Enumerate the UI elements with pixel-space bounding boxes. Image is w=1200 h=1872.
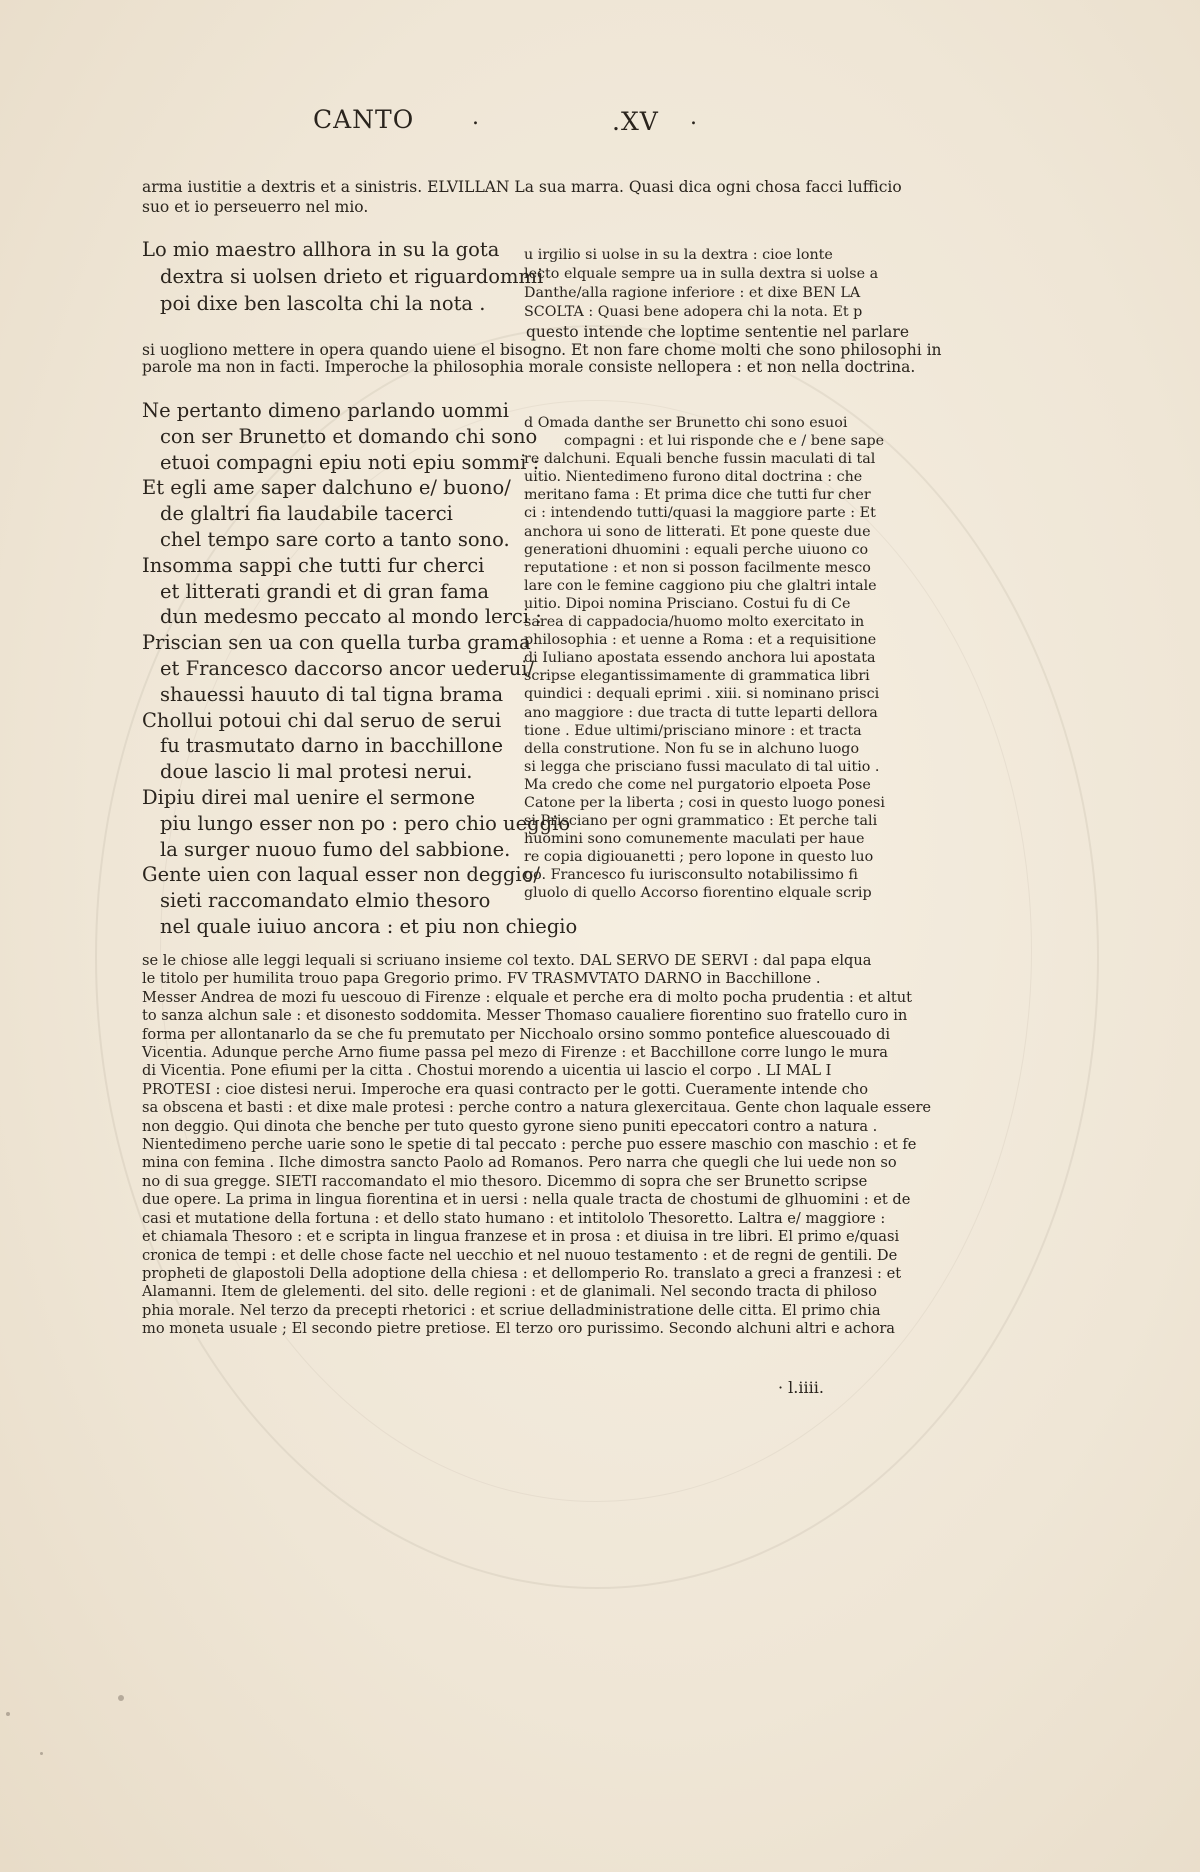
commentary-line: si legga che prisciano fussi maculato di tal uitio . bbox=[524, 758, 880, 775]
commentary-line: SCOLTA : Quasi bene adopera chi la nota. Et p bbox=[524, 304, 863, 320]
verse-line: Insomma sappi che tutti fur cherci bbox=[142, 553, 485, 577]
prose-line: di Vicentia. Pone efiumi per la citta . Chostui morendo a uicentia ui lascio el corpo . LI MAL I bbox=[142, 1062, 832, 1080]
commentary-block-2 bbox=[524, 414, 885, 903]
verse-line: Ne pertanto dimeno parlando uommi bbox=[142, 399, 509, 422]
prose-line: casi et mutatione della fortuna : et dello stato humano : et intitololo Thesoretto. Laltra e/ maggiore : bbox=[142, 1209, 886, 1227]
commentary-line: re copia digiouanetti ; pero lopone in questo luo bbox=[524, 849, 874, 866]
prose-line: suo et io perseuerro nel mio. bbox=[142, 197, 369, 216]
verse-line: dun medesmo peccato al mondo lerci : bbox=[160, 605, 542, 629]
commentary-line: Ma credo che come nel purgatorio elpoeta Pose bbox=[524, 776, 871, 793]
commentary-line: Danthe/alla ragione inferiore : et dixe BEN LA bbox=[524, 285, 861, 301]
commentary-line: gluolo di quello Accorso fiorentino elquale scrip bbox=[524, 885, 872, 902]
commentary-line: meritano fama : Et prima dice che tutti fur cher bbox=[524, 487, 871, 504]
intro-commentary bbox=[142, 178, 902, 217]
verse-block-2 bbox=[142, 398, 578, 940]
verse-line: poi dixe ben lascolta chi la nota . bbox=[160, 292, 486, 315]
prose-line: Vicentia. Adunque perche Arno fiume passa pel mezo di Firenze : et Bacchillone corre lungo le mura bbox=[142, 1044, 889, 1062]
commentary-line: philosophia : et uenne a Roma : et a requisitione bbox=[524, 632, 877, 649]
commentary-line: si Prisciano per ogni grammatico : Et perche tali bbox=[524, 813, 878, 830]
prose-line: to sanza alchun sale : et disonesto soddomita. Messer Thomaso caualiere fiorentino suo fratello curo in bbox=[142, 1007, 908, 1025]
prose-line: non deggio. Qui dinota che benche per tuto questo gyrone sieno puniti epeccatori contro a natura . bbox=[142, 1117, 878, 1135]
header-dot: . bbox=[472, 105, 479, 130]
prose-line: et chiamala Thesoro : et e scripta in lingua franzese et in prosa : et diuisa in tre libri. El primo e/quasi bbox=[142, 1228, 900, 1246]
verse-tercet-1 bbox=[142, 236, 544, 317]
folio-number: · l.iiii. bbox=[778, 1378, 824, 1397]
prose-line: forma per allontanarlo da se che fu premutato per Nicchoalo orsino sommo pontefice aluescouado di bbox=[142, 1025, 891, 1043]
commentary-line: ano maggiore : due tracta di tutte leparti dellora bbox=[524, 704, 878, 721]
prose-line: Nientedimeno perche uarie sono le spetie di tal peccato : perche puo essere maschio con maschio : et fe bbox=[142, 1136, 917, 1154]
commentary-line: go. Francesco fu iurisconsulto notabilissimo fi bbox=[524, 867, 858, 884]
commentary-line: Catone per la liberta ; cosi in questo luogo ponesi bbox=[524, 794, 885, 811]
verse-line: Et egli ame saper dalchuno e/ buono/ bbox=[142, 476, 511, 500]
verse-line: shauessi hauuto di tal tigna brama bbox=[160, 682, 504, 706]
commentary-line: huomini sono comunemente maculati per haue bbox=[524, 831, 865, 848]
verse-line: la surger nuouo fumo del sabbione. bbox=[160, 837, 511, 861]
commentary-line: scripse elegantissimamente di grammatica libri bbox=[524, 668, 870, 685]
verse-line: Chollui potoui chi dal seruo de serui bbox=[142, 708, 502, 732]
commentary-line: tione . Edue ultimi/prisciano minore : et tracta bbox=[524, 722, 862, 739]
prose-line: questo intende che loptime sententie nel parlare bbox=[526, 323, 909, 341]
commentary-line: compagni : et lui risponde che e / bene sape bbox=[564, 433, 885, 450]
verse-line: Gente uien con laqual esser non deggio/ bbox=[142, 863, 540, 887]
verse-line: nel quale iuiuo ancora : et piu non chiegio bbox=[160, 914, 578, 938]
header-canto-number: .XV bbox=[612, 107, 659, 136]
verse-line: doue lascio li mal protesi nerui. bbox=[160, 760, 473, 784]
commentary-line: di Iuliano apostata essendo anchora lui apostata bbox=[524, 650, 876, 667]
running-header bbox=[0, 105, 1200, 135]
prose-line: si uogliono mettere in opera quando uiene el bisogno. Et non fare chome molti che sono philosophi in bbox=[142, 340, 942, 359]
verse-line: dextra si uolsen drieto et riguardommi bbox=[160, 265, 544, 288]
ink-speck bbox=[118, 1695, 124, 1701]
prose-line: se le chiose alle leggi lequali si scriuano insieme col texto. DAL SERVO DE SERVI : dal papa elqua bbox=[142, 952, 872, 969]
commentary-continuation-1 bbox=[142, 323, 942, 377]
commentary-line: della construtione. Non fu se in alchuno luogo bbox=[524, 740, 860, 757]
verse-line: Priscian sen ua con quella turba grama bbox=[142, 631, 531, 655]
ink-speck bbox=[6, 1712, 10, 1716]
prose-line: sa obscena et basti : et dixe male protesi : perche contro a natura glexercitaua. Gente chon laquale essere bbox=[142, 1099, 932, 1117]
commentary-line: u irgilio si uolse in su la dextra : cioe lonte bbox=[524, 247, 833, 263]
prose-line: PROTESI : cioe distesi nerui. Imperoche era quasi contracto per le gotti. Cueramente intende cho bbox=[142, 1080, 869, 1098]
commentary-line: d Omada danthe ser Brunetto chi sono esuoi bbox=[524, 415, 848, 431]
prose-line: parole ma non in facti. Imperoche la philosophia morale consiste nellopera : et non nella doctrina. bbox=[142, 358, 916, 376]
commentary-block-1 bbox=[524, 246, 879, 322]
header-dot: . bbox=[690, 105, 697, 130]
verse-line: de glaltri fia laudabile tacerci bbox=[160, 502, 453, 526]
commentary-line: anchora ui sono de litterati. Et pone queste due bbox=[524, 523, 871, 540]
prose-line: Alamanni. Item de glelementi. del sito. delle regioni : et de glanimali. Nel secondo tracta di philoso bbox=[142, 1283, 877, 1301]
commentary-line: quindici : dequali eprimi . xiii. si nominano prisci bbox=[524, 686, 880, 703]
verse-line: sieti raccomandato elmio thesoro bbox=[160, 889, 491, 913]
commentary-line: generationi dhuomini : equali perche uiuono co bbox=[524, 541, 869, 558]
commentary-line: uitio. Dipoi nomina Prisciano. Costui fu di Ce bbox=[524, 595, 851, 612]
prose-line: mo moneta usuale ; El secondo pietre pretiose. El terzo oro purissimo. Secondo alchuni altri e achora bbox=[142, 1320, 896, 1338]
commentary-line: re dalchuni. Equali benche fussin maculati di tal bbox=[524, 451, 876, 468]
prose-line: no di sua gregge. SIETI raccomandato el mio thesoro. Dicemmo di sopra che ser Brunetto scripse bbox=[142, 1172, 868, 1190]
commentary-line: lare con le femine caggiono piu che glaltri intale bbox=[524, 577, 877, 594]
prose-line: propheti de glapostoli Della adoptione della chiesa : et dellomperio Ro. translato a greci a franzesi : et bbox=[142, 1264, 902, 1282]
commentary-line: sarea di cappadocia/huomo molto exercitato in bbox=[524, 614, 865, 631]
commentary-line: ci : intendendo tutti/quasi la maggiore parte : Et bbox=[524, 505, 876, 522]
prose-line: due opere. La prima in lingua fiorentina et in uersi : nella quale tracta de chostumi de glhuomini : et de bbox=[142, 1191, 911, 1209]
prose-line: mina con femina . Ilche dimostra sancto Paolo ad Romanos. Pero narra che quegli che lui uede non so bbox=[142, 1154, 897, 1172]
prose-line: phia morale. Nel terzo da precepti rhetorici : et scriue delladministratione delle citta. El primo chia bbox=[142, 1301, 881, 1319]
verse-line: fu trasmutato darno in bacchillone bbox=[160, 734, 504, 758]
verse-line: Dipiu direi mal uenire el sermone bbox=[142, 785, 476, 809]
commentary-line: reputatione : et non si posson facilmente mesco bbox=[524, 559, 871, 576]
prose-line: le titolo per humilita trouo papa Gregorio primo. FV TRASMVTATO DARNO in Bacchillone . bbox=[142, 970, 821, 988]
verse-line: Lo mio maestro allhora in su la gota bbox=[142, 238, 500, 261]
prose-line: arma iustitie a dextris et a sinistris. ELVILLAN La sua marra. Quasi dica ogni chosa facci lufficio bbox=[142, 178, 902, 196]
verse-line: chel tempo sare corto a tanto sono. bbox=[160, 527, 510, 551]
header-canto: CANTO bbox=[313, 105, 415, 134]
prose-line: cronica de tempi : et delle chose facte nel uecchio et nel nuouo testamento : et de regni de gentili. De bbox=[142, 1246, 898, 1264]
verse-line: et Francesco daccorso ancor uederui/ bbox=[160, 656, 535, 680]
ink-speck bbox=[40, 1752, 43, 1755]
commentary-block-3 bbox=[142, 952, 932, 1339]
commentary-line: uitio. Nientedimeno furono dital doctrina : che bbox=[524, 469, 863, 486]
verse-line: con ser Brunetto et domando chi sono bbox=[160, 424, 538, 448]
verse-line: piu lungo esser non po : pero chio ueggio bbox=[160, 811, 571, 835]
commentary-line: lecto elquale sempre ua in sulla dextra si uolse a bbox=[524, 266, 879, 282]
prose-line: Messer Andrea de mozi fu uescouo di Firenze : elquale et perche era di molto pocha prudentia : et altut bbox=[142, 988, 913, 1006]
verse-line: et litterati grandi et di gran fama bbox=[160, 579, 490, 603]
verse-line: etuoi compagni epiu noti epiu sommi : bbox=[160, 450, 540, 474]
